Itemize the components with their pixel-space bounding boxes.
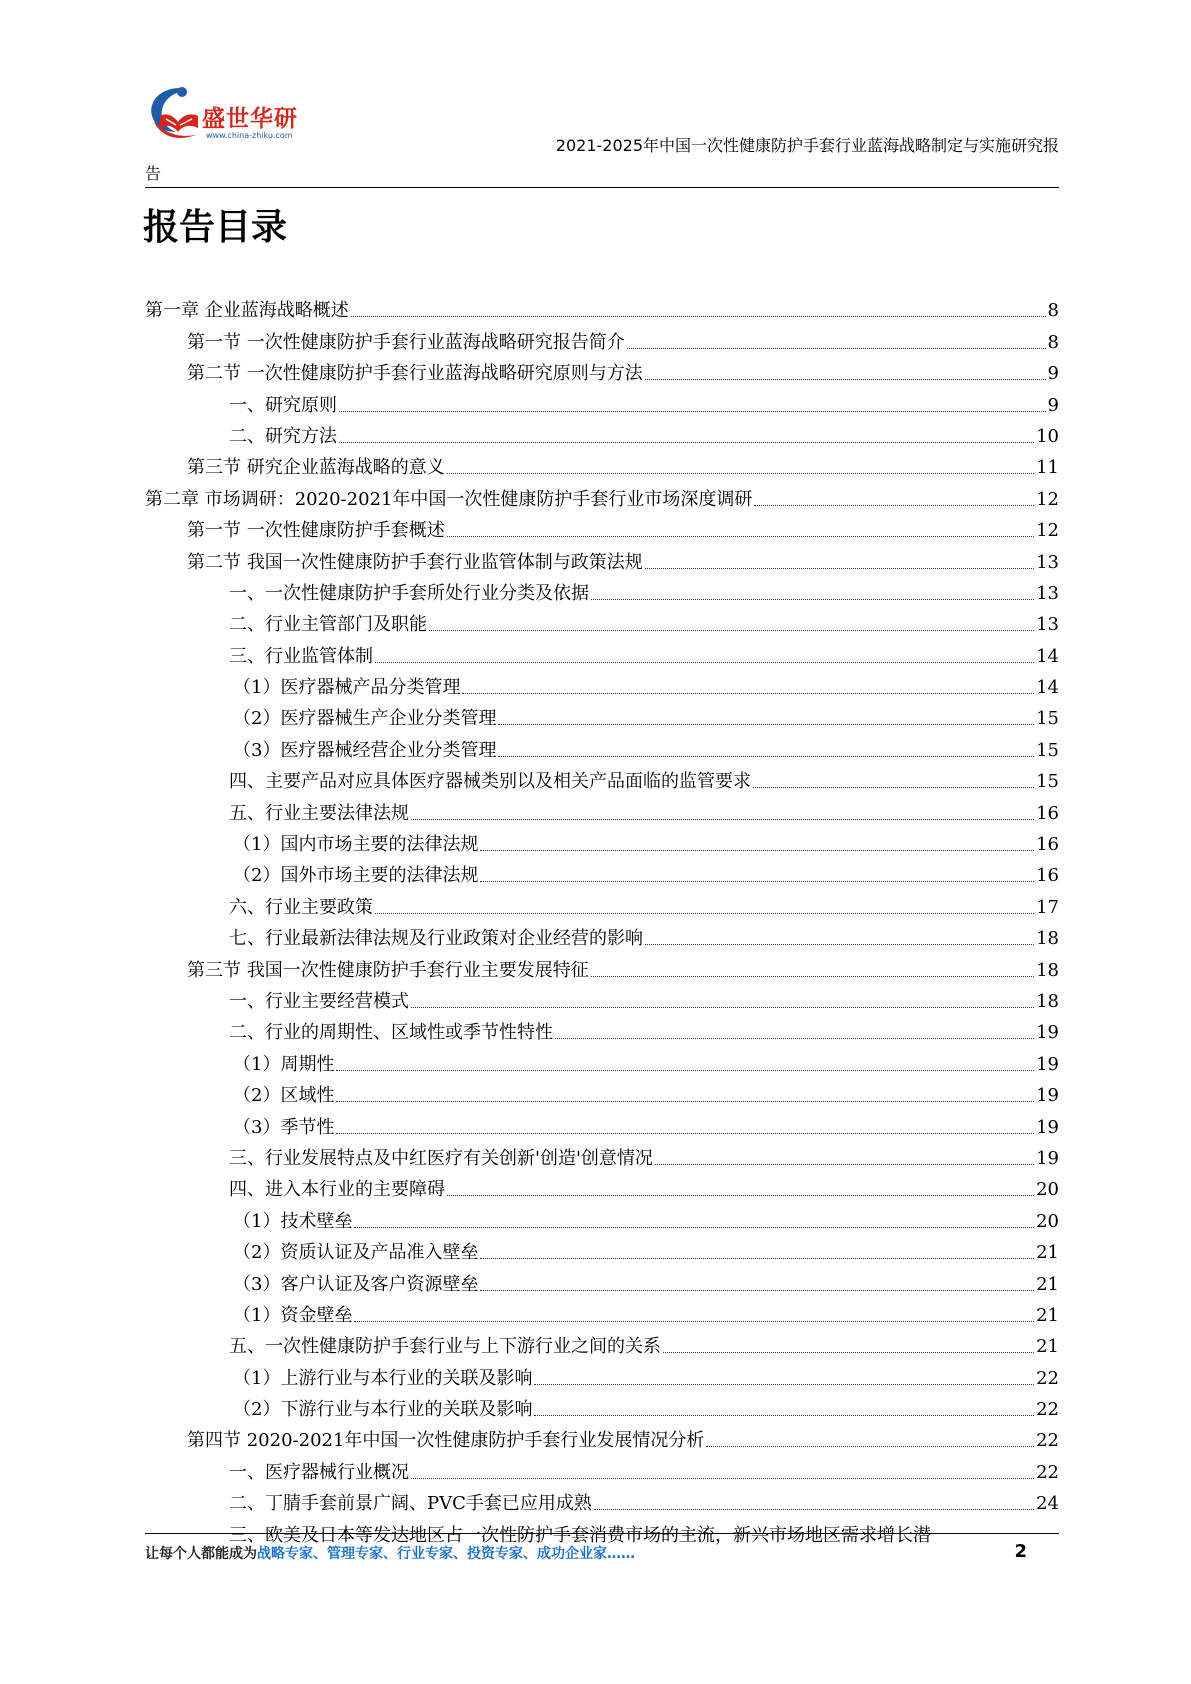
toc-entry-title: （2）区域性	[233, 1085, 335, 1107]
toc-entry-page: 18	[1036, 990, 1059, 1012]
footer-slogan	[145, 1543, 635, 1563]
toc-entry-page: 21	[1036, 1304, 1059, 1326]
toc-entry[interactable]	[145, 575, 1059, 606]
toc-entry[interactable]	[145, 669, 1059, 700]
toc-dot-leader	[655, 1164, 1034, 1165]
toc-entry-title: 二、研究方法	[229, 425, 337, 447]
toc-entry-title: 第二章 市场调研：2020-2021年中国一次性健康防护手套行业市场深度调研	[145, 488, 753, 510]
toc-entry[interactable]	[145, 983, 1059, 1014]
toc-dot-leader	[498, 724, 1034, 725]
toc-entry-page: 21	[1036, 1336, 1059, 1358]
footer-slogan-lead: 让每个人都能成为	[145, 1546, 257, 1562]
toc-dot-leader	[480, 850, 1034, 851]
toc-entry-page: 14	[1036, 677, 1059, 699]
toc-dot-leader	[498, 756, 1034, 757]
toc-dot-leader	[336, 1133, 1034, 1134]
toc-entry-title: 一、一次性健康防护手套所处行业分类及依据	[229, 582, 589, 604]
report-header-title-wrap: 告	[145, 164, 162, 183]
toc-dot-leader	[375, 662, 1034, 663]
toc-entry-title: （2）资质认证及产品准入壁垒	[233, 1242, 479, 1264]
toc-entry-title: 第一章 企业蓝海战略概述	[145, 300, 349, 322]
toc-entry[interactable]	[145, 1391, 1059, 1422]
toc-entry-page: 16	[1036, 802, 1059, 824]
toc-entry-page: 19	[1036, 1085, 1059, 1107]
toc-entry-page: 18	[1036, 928, 1059, 950]
toc-dot-leader	[411, 1478, 1034, 1479]
toc-dot-leader	[447, 536, 1034, 537]
logo-url: www.china-zhiku.com	[206, 131, 293, 140]
toc-entry[interactable]	[145, 920, 1059, 951]
toc-entry[interactable]	[145, 731, 1059, 762]
toc-entry[interactable]	[145, 1140, 1059, 1171]
toc-dot-leader	[753, 787, 1034, 788]
toc-dot-leader	[534, 1384, 1034, 1385]
toc-entry[interactable]	[145, 386, 1059, 417]
toc-entry-page: 9	[1047, 363, 1059, 385]
toc-entry-page: 18	[1036, 959, 1059, 981]
toc-entry[interactable]	[145, 1234, 1059, 1265]
toc-entry-title: 第三节 研究企业蓝海战略的意义	[187, 457, 445, 479]
toc-entry[interactable]	[145, 1077, 1059, 1108]
toc-entry[interactable]	[145, 700, 1059, 731]
toc-entry-title: 三、欧美及日本等发达地区占一次性防护手套消费市场的主流，新兴市场地区需求增长潜	[229, 1524, 931, 1546]
toc-entry-page: 13	[1036, 582, 1059, 604]
toc-entry-page: 15	[1036, 771, 1059, 793]
toc-entry-page: 20	[1036, 1179, 1059, 1201]
toc-entry-page: 22	[1036, 1461, 1059, 1483]
toc-entry-page: 16	[1036, 865, 1059, 887]
page-number: 2	[1014, 1541, 1027, 1562]
toc-entry[interactable]	[145, 449, 1059, 480]
toc-entry[interactable]	[145, 1297, 1059, 1328]
toc-entry-page: 22	[1036, 1430, 1059, 1452]
toc-entry-page: 19	[1036, 1116, 1059, 1138]
toc-dot-leader	[354, 1321, 1034, 1322]
footer-slogan-emphasis: 战略专家、管理专家、行业专家、投资专家、成功企业家……	[257, 1546, 635, 1562]
toc-entry[interactable]	[145, 951, 1059, 982]
toc-entry-title: 五、行业主要法律法规	[229, 802, 409, 824]
toc-dot-leader	[645, 568, 1034, 569]
toc-entry-page: 10	[1036, 425, 1059, 447]
toc-entry-page: 16	[1036, 834, 1059, 856]
toc-entry[interactable]	[145, 355, 1059, 386]
toc-entry-title: （2）医疗器械生产企业分类管理	[233, 708, 497, 730]
toc-entry-title: 第一节 一次性健康防护手套行业蓝海战略研究报告简介	[187, 331, 625, 353]
toc-entry-page: 15	[1036, 739, 1059, 761]
toc-entry-title: 三、行业监管体制	[229, 645, 373, 667]
footer-divider	[145, 1533, 1059, 1534]
toc-entry-title: 二、行业的周期性、区域性或季节性特性	[229, 1022, 553, 1044]
toc-entry-page: 12	[1036, 520, 1059, 542]
toc-entry-title: （2）国外市场主要的法律法规	[233, 865, 479, 887]
toc-entry[interactable]	[145, 1202, 1059, 1233]
toc-entry-title: 四、进入本行业的主要障碍	[229, 1179, 445, 1201]
toc-entry-title: （1）资金壁垒	[233, 1304, 353, 1326]
toc-dot-leader	[555, 1038, 1034, 1039]
toc-dot-leader	[706, 1446, 1034, 1447]
toc-dot-leader	[336, 1101, 1034, 1102]
company-logo	[146, 82, 316, 148]
toc-dot-leader	[534, 1415, 1034, 1416]
toc-entry-title: （1）周期性	[233, 1053, 335, 1075]
toc-dot-leader	[336, 1070, 1034, 1071]
toc-entry-title: 第三节 我国一次性健康防护手套行业主要发展特征	[187, 959, 589, 981]
toc-entry-page: 24	[1036, 1493, 1059, 1515]
toc-entry-page: 21	[1036, 1242, 1059, 1264]
toc-entry[interactable]	[145, 1359, 1059, 1390]
toc-entry-page: 14	[1036, 645, 1059, 667]
toc-entry[interactable]	[145, 1014, 1059, 1045]
toc-dot-leader	[375, 913, 1034, 914]
toc-dot-leader	[480, 1258, 1034, 1259]
toc-entry-title: 第四节 2020-2021年中国一次性健康防护手套行业发展情况分析	[187, 1430, 705, 1452]
toc-entry-title: （3）客户认证及客户资源壁垒	[233, 1273, 479, 1295]
toc-entry-page: 13	[1036, 614, 1059, 636]
toc-entry[interactable]	[145, 1171, 1059, 1202]
toc-entry-title: 二、行业主管部门及职能	[229, 614, 427, 636]
toc-entry[interactable]	[145, 888, 1059, 919]
toc-entry-title: （3）季节性	[233, 1116, 335, 1138]
toc-entry-page: 8	[1047, 300, 1059, 322]
toc-entry[interactable]	[145, 1453, 1059, 1484]
toc-dot-leader	[663, 1352, 1034, 1353]
toc-dot-leader	[591, 976, 1034, 977]
toc-entry-page: 20	[1036, 1210, 1059, 1232]
toc-entry-title: 第一节 一次性健康防护手套概述	[187, 520, 445, 542]
toc-dot-leader	[591, 599, 1034, 600]
toc-entry[interactable]	[145, 763, 1059, 794]
toc-entry[interactable]	[145, 512, 1059, 543]
toc-entry-title: 第二节 一次性健康防护手套行业蓝海战略研究原则与方法	[187, 363, 643, 385]
table-of-contents	[145, 292, 1059, 1548]
toc-entry[interactable]	[145, 480, 1059, 511]
toc-entry[interactable]	[145, 826, 1059, 857]
toc-entry-page: 19	[1036, 1147, 1059, 1169]
toc-entry-title: 一、行业主要经营模式	[229, 990, 409, 1012]
toc-entry-title: （1）上游行业与本行业的关联及影响	[233, 1367, 533, 1389]
toc-entry[interactable]	[145, 323, 1059, 354]
toc-entry-title: （2）下游行业与本行业的关联及影响	[233, 1399, 533, 1421]
toc-dot-leader	[351, 316, 1046, 317]
toc-entry-title: 五、一次性健康防护手套行业与上下游行业之间的关系	[229, 1336, 661, 1358]
toc-dot-leader	[447, 473, 1034, 474]
toc-entry[interactable]	[145, 1485, 1059, 1516]
header-divider	[145, 187, 1059, 188]
toc-entry-title: 六、行业主要政策	[229, 896, 373, 918]
logo-brand-name: 盛世华研	[202, 106, 298, 132]
toc-entry-page: 21	[1036, 1273, 1059, 1295]
toc-entry-page: 15	[1036, 708, 1059, 730]
toc-entry-page: 22	[1036, 1399, 1059, 1421]
toc-entry-title: 七、行业最新法律法规及行业政策对企业经营的影响	[229, 928, 643, 950]
toc-entry-page: 9	[1047, 394, 1059, 416]
toc-dot-leader	[480, 881, 1034, 882]
toc-entry[interactable]	[145, 1045, 1059, 1076]
toc-dot-leader	[645, 379, 1046, 380]
toc-entry-page: 8	[1047, 331, 1059, 353]
toc-entry[interactable]	[145, 543, 1059, 574]
toc-entry[interactable]	[145, 292, 1059, 323]
toc-entry-page: 11	[1036, 457, 1059, 479]
toc-entry-title: 一、医疗器械行业概况	[229, 1461, 409, 1483]
toc-entry-page: 19	[1036, 1053, 1059, 1075]
toc-dot-leader	[339, 442, 1034, 443]
toc-entry[interactable]	[145, 1108, 1059, 1139]
toc-entry[interactable]	[145, 1328, 1059, 1359]
toc-dot-leader	[411, 1007, 1034, 1008]
toc-entry[interactable]	[145, 606, 1059, 637]
toc-dot-leader	[645, 944, 1034, 945]
toc-dot-leader	[594, 1509, 1034, 1510]
toc-entry-title: （1）医疗器械产品分类管理	[233, 677, 461, 699]
toc-entry-title: 三、行业发展特点及中红医疗有关创新'创造'创意情况	[229, 1147, 653, 1169]
toc-dot-leader	[754, 505, 1034, 506]
page-title: 报告目录	[143, 207, 288, 248]
toc-entry[interactable]	[145, 418, 1059, 449]
toc-entry-page: 12	[1036, 488, 1059, 510]
report-header-title: 2021-2025年中国一次性健康防护手套行业蓝海战略制定与实施研究报	[555, 136, 1059, 155]
toc-entry-title: 四、主要产品对应具体医疗器械类别以及相关产品面临的监管要求	[229, 771, 751, 793]
toc-dot-leader	[480, 1290, 1034, 1291]
toc-entry[interactable]	[145, 1265, 1059, 1296]
toc-entry-page: 22	[1036, 1367, 1059, 1389]
toc-entry-page: 13	[1036, 551, 1059, 573]
toc-entry-title: （1）国内市场主要的法律法规	[233, 834, 479, 856]
toc-entry[interactable]	[145, 857, 1059, 888]
toc-entry[interactable]	[145, 794, 1059, 825]
toc-dot-leader	[429, 630, 1034, 631]
toc-dot-leader	[411, 819, 1034, 820]
logo-swoosh-icon	[146, 82, 206, 148]
toc-entry[interactable]	[145, 637, 1059, 668]
toc-entry-page: 17	[1036, 896, 1059, 918]
toc-dot-leader	[354, 1227, 1034, 1228]
toc-entry-title: 二、丁腈手套前景广阔、PVC手套已应用成熟	[229, 1493, 592, 1515]
toc-dot-leader	[462, 693, 1034, 694]
toc-entry-title: （3）医疗器械经营企业分类管理	[233, 739, 497, 761]
toc-dot-leader	[627, 348, 1046, 349]
toc-entry-page: 19	[1036, 1022, 1059, 1044]
toc-entry-title: （1）技术壁垒	[233, 1210, 353, 1232]
toc-dot-leader	[447, 1195, 1034, 1196]
toc-dot-leader	[339, 411, 1046, 412]
toc-entry-title: 第二节 我国一次性健康防护手套行业监管体制与政策法规	[187, 551, 643, 573]
toc-entry[interactable]	[145, 1422, 1059, 1453]
toc-entry-title: 一、研究原则	[229, 394, 337, 416]
